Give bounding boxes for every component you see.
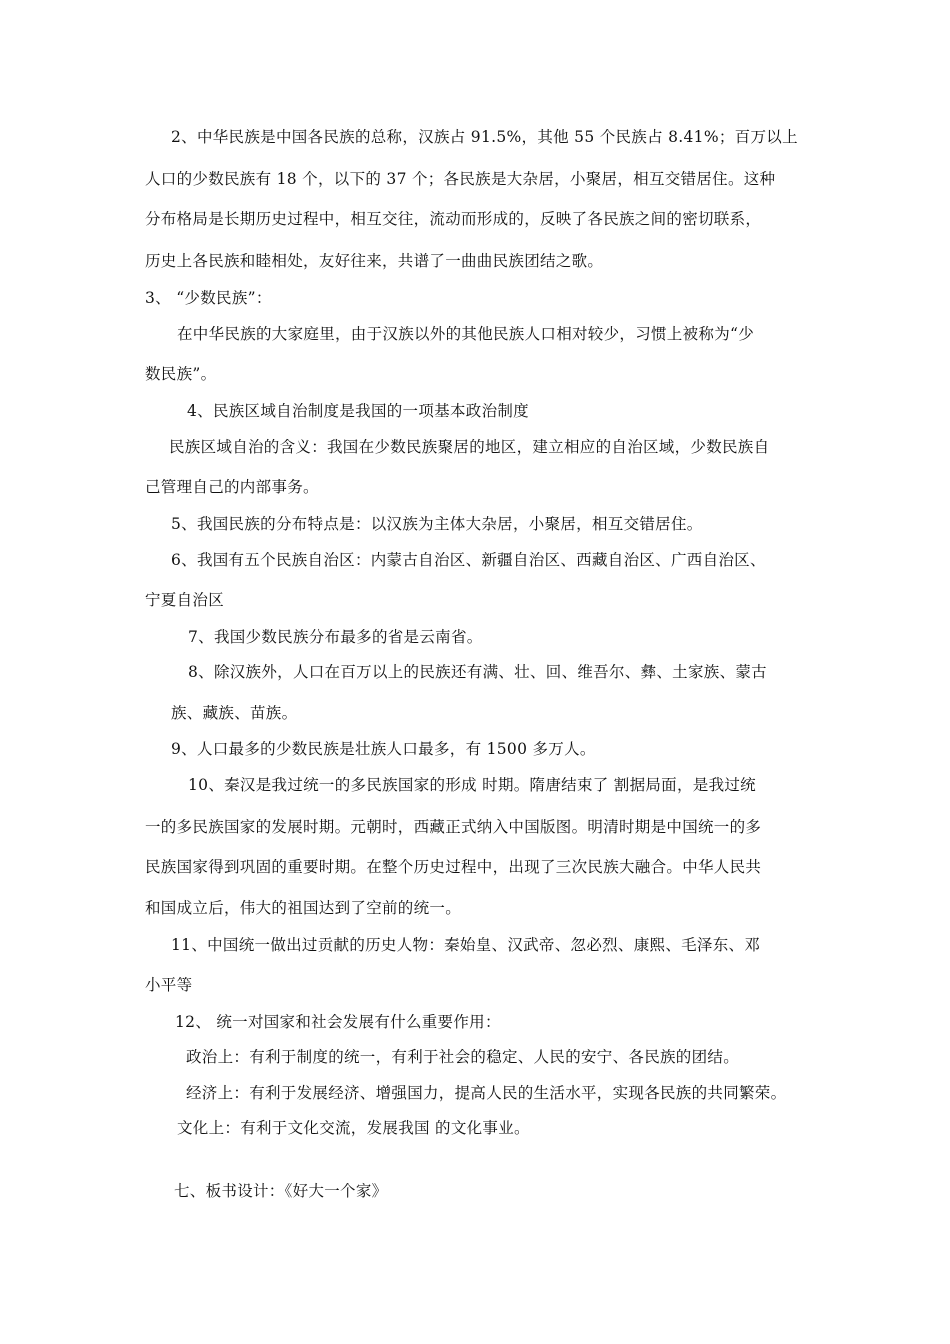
text-line: 文化上：有利于文化交流，发展我国 的文化事业。 [177, 1119, 530, 1137]
text-line: 6、我国有五个民族自治区：内蒙古自治区、新疆自治区、西藏自治区、广西自治区、 [171, 551, 766, 569]
text-line: 5、我国民族的分布特点是：以汉族为主体大杂居，小聚居，相互交错居住。 [171, 515, 703, 533]
text-line: 己管理自己的内部事务。 [145, 478, 319, 496]
text-line: 政治上：有利于制度的统一，有利于社会的稳定、人民的安宁、各民族的团结。 [186, 1048, 740, 1066]
text-line: 7、我国少数民族分布最多的省是云南省。 [188, 628, 483, 646]
text-line: 12、 统一对国家和社会发展有什么重要作用： [175, 1013, 501, 1031]
text-line: 在中华民族的大家庭里，由于汉族以外的其他民族人口相对较少，习惯上被称为“少 [177, 325, 755, 343]
text-line: 10、秦汉是我过统一的多民族国家的形成 时期。隋唐结束了 割据局面，是我过统 [188, 776, 756, 794]
text-line: 经济上：有利于发展经济、增强国力，提高人民的生活水平，实现各民族的共同繁荣。 [186, 1084, 787, 1102]
text-line: 民族国家得到巩固的重要时期。在整个历史过程中，出现了三次民族大融合。中华人民共 [145, 858, 762, 876]
text-line: 宁夏自治区 [145, 591, 225, 609]
text-line: 民族区域自治的含义：我国在少数民族聚居的地区，建立相应的自治区域，少数民族自 [169, 438, 770, 456]
text-line: 小平等 [145, 976, 193, 994]
text-line: 人口的少数民族有 18 个，以下的 37 个；各民族是大杂居，小聚居，相互交错居住。这种 [145, 170, 776, 188]
text-line: 3、 “少数民族”： [145, 289, 272, 307]
text-line: 2、中华民族是中国各民族的总称，汉族占 91.5%，其他 55 个民族占 8.41%；百万以上 [171, 128, 798, 146]
text-line: 8、除汉族外，人口在百万以上的民族还有满、壮、回、维吾尔、彝、土家族、蒙古 [188, 663, 767, 681]
text-line: 4、民族区域自治制度是我国的一项基本政治制度 [187, 402, 529, 420]
text-line: 9、人口最多的少数民族是壮族人口最多，有 1500 多万人。 [171, 740, 596, 758]
text-line: 和国成立后，伟大的祖国达到了空前的统一。 [145, 899, 462, 917]
text-line: 11、中国统一做出过贡献的历史人物：秦始皇、汉武帝、忽必烈、康熙、毛泽东、邓 [171, 936, 761, 954]
section-heading: 七、板书设计：《好大一个家》 [174, 1182, 388, 1200]
text-line: 族、藏族、苗族。 [171, 704, 298, 722]
text-line: 数民族”。 [145, 365, 217, 383]
text-line: 历史上各民族和睦相处，友好往来，共谱了一曲曲民族团结之歌。 [145, 252, 604, 270]
text-line: 一的多民族国家的发展时期。元朝时，西藏正式纳入中国版图。明清时期是中国统一的多 [145, 818, 762, 836]
text-line: 分布格局是长期历史过程中，相互交往，流动而形成的，反映了各民族之间的密切联系， [145, 210, 762, 228]
